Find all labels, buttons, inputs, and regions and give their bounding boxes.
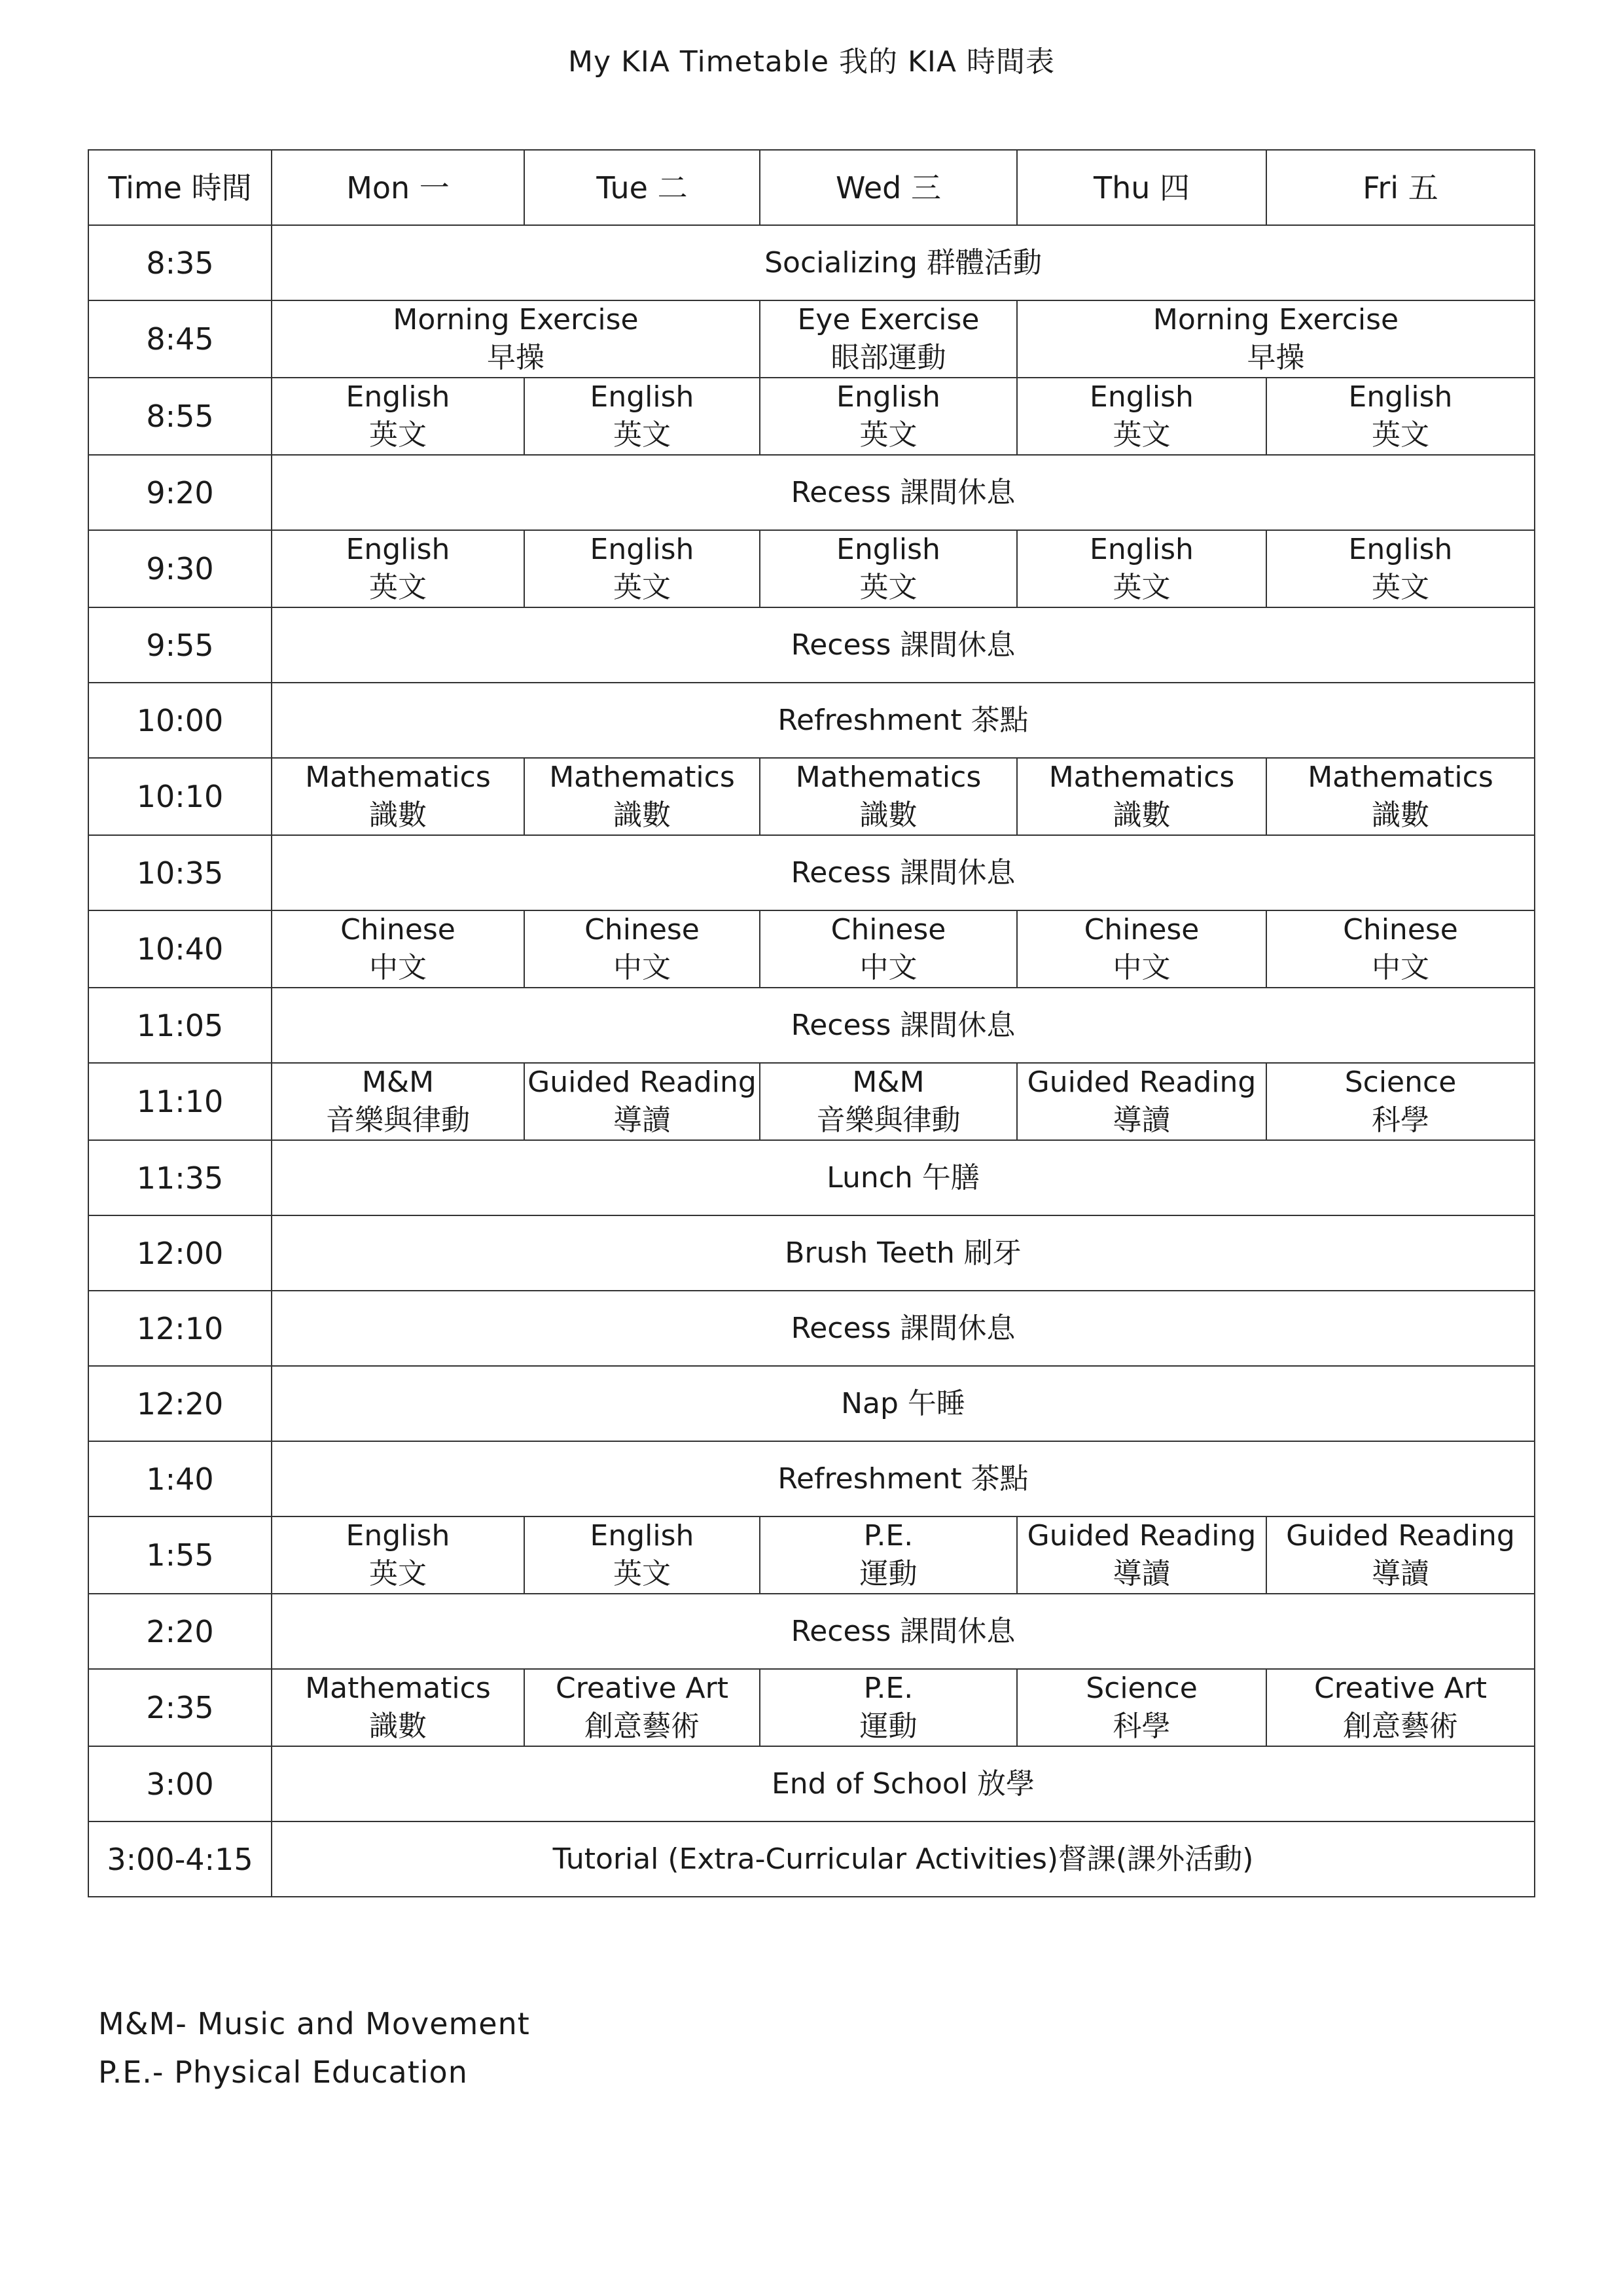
subject-en: Mathematics xyxy=(795,761,982,794)
subject-zh: 早操 xyxy=(487,341,544,374)
subject-zh: 運動 xyxy=(859,1557,918,1590)
subject-en: Creative Art xyxy=(1314,1672,1487,1705)
time-cell: 3:00-4:15 xyxy=(88,1821,272,1897)
subject-zh: 英文 xyxy=(1113,418,1171,452)
subject-en: Morning Exercise xyxy=(393,303,639,336)
subject-zh: 英文 xyxy=(1113,571,1171,604)
subject-zh: 科學 xyxy=(1372,1103,1429,1137)
subject-en: Guided Reading xyxy=(1027,1519,1257,1552)
time-cell: 11:10 xyxy=(88,1063,272,1140)
note-mm: M&M- Music and Movement xyxy=(98,2006,530,2041)
subject-cell xyxy=(1266,1063,1535,1140)
subject-en: P.E. xyxy=(863,1519,914,1552)
subject-cell xyxy=(272,1063,524,1140)
subject-zh: 導讀 xyxy=(1372,1557,1429,1590)
subject-cell xyxy=(760,758,1017,835)
subject-en: English xyxy=(836,380,940,414)
table-row xyxy=(88,988,1535,1063)
table-row xyxy=(88,455,1535,530)
subject-en: English xyxy=(346,533,450,566)
subject-cell xyxy=(1017,530,1266,607)
subject-cell xyxy=(1266,530,1535,607)
table-row xyxy=(88,1821,1535,1897)
time-cell: 8:45 xyxy=(88,300,272,378)
subject-en: English xyxy=(1348,533,1453,566)
table-row xyxy=(88,1215,1535,1291)
activity-cell: Brush Teeth 刷牙 xyxy=(272,1215,1535,1291)
header-tue: Tue 二 xyxy=(524,150,760,225)
subject-en: M&M xyxy=(852,1066,925,1099)
subject-en: Mathematics xyxy=(549,761,735,794)
subject-zh: 英文 xyxy=(369,418,427,452)
table-row xyxy=(88,300,1535,378)
time-cell: 10:40 xyxy=(88,910,272,988)
activity-cell: Lunch 午膳 xyxy=(272,1140,1535,1215)
subject-cell xyxy=(760,1063,1017,1140)
subject-zh: 英文 xyxy=(1372,571,1429,604)
time-cell: 12:20 xyxy=(88,1366,272,1441)
time-cell: 11:35 xyxy=(88,1140,272,1215)
subject-zh: 英文 xyxy=(613,571,671,604)
subject-cell xyxy=(272,378,524,455)
subject-cell xyxy=(1017,378,1266,455)
subject-zh: 識數 xyxy=(613,798,671,832)
time-cell: 10:00 xyxy=(88,683,272,758)
subject-zh: 運動 xyxy=(859,1710,918,1743)
subject-cell xyxy=(760,378,1017,455)
time-cell: 2:35 xyxy=(88,1669,272,1746)
subject-cell xyxy=(760,1669,1017,1746)
header-mon: Mon 一 xyxy=(272,150,524,225)
subject-cell xyxy=(524,1063,760,1140)
table-row xyxy=(88,378,1535,455)
table-row xyxy=(88,1291,1535,1366)
table-row xyxy=(88,530,1535,607)
subject-cell xyxy=(760,300,1017,378)
activity-cell: Recess 課間休息 xyxy=(272,988,1535,1063)
subject-cell xyxy=(524,758,760,835)
subject-zh: 創意藝術 xyxy=(1343,1710,1458,1743)
subject-cell xyxy=(1266,758,1535,835)
table-row xyxy=(88,1441,1535,1516)
subject-cell xyxy=(760,1516,1017,1594)
header-wed: Wed 三 xyxy=(760,150,1017,225)
activity-cell: Recess 課間休息 xyxy=(272,835,1535,910)
time-cell: 2:20 xyxy=(88,1594,272,1669)
subject-zh: 英文 xyxy=(859,571,918,604)
subject-en: Eye Exercise xyxy=(797,303,980,336)
abbreviation-notes xyxy=(98,2000,530,2096)
subject-en: Chinese xyxy=(830,913,946,946)
subject-zh: 眼部運動 xyxy=(830,341,946,374)
subject-en: English xyxy=(590,1519,694,1552)
subject-cell xyxy=(1017,1516,1266,1594)
note-pe: P.E.- Physical Education xyxy=(98,2054,468,2090)
time-cell: 10:35 xyxy=(88,835,272,910)
subject-zh: 英文 xyxy=(613,1557,671,1590)
subject-cell xyxy=(1266,1669,1535,1746)
subject-cell xyxy=(760,530,1017,607)
table-row xyxy=(88,1594,1535,1669)
subject-en: Guided Reading xyxy=(527,1066,757,1099)
subject-en: Chinese xyxy=(1343,913,1458,946)
subject-en: English xyxy=(1348,380,1453,414)
time-cell: 12:00 xyxy=(88,1215,272,1291)
subject-zh: 科學 xyxy=(1113,1710,1171,1743)
subject-en: Science xyxy=(1086,1672,1198,1705)
subject-zh: 識數 xyxy=(1113,798,1171,832)
activity-cell: Recess 課間休息 xyxy=(272,1594,1535,1669)
subject-cell xyxy=(1266,1516,1535,1594)
header-time: Time 時間 xyxy=(88,150,272,225)
subject-cell xyxy=(524,530,760,607)
subject-en: English xyxy=(346,380,450,414)
subject-zh: 英文 xyxy=(369,571,427,604)
subject-zh: 中文 xyxy=(859,951,918,984)
subject-en: English xyxy=(1090,380,1194,414)
time-cell: 9:30 xyxy=(88,530,272,607)
subject-zh: 識數 xyxy=(1372,798,1429,832)
activity-cell: Recess 課間休息 xyxy=(272,1291,1535,1366)
subject-cell xyxy=(272,758,524,835)
subject-zh: 識數 xyxy=(369,1710,427,1743)
subject-zh: 中文 xyxy=(369,951,427,984)
time-cell: 11:05 xyxy=(88,988,272,1063)
table-row xyxy=(88,607,1535,683)
table-row xyxy=(88,1063,1535,1140)
subject-cell xyxy=(1266,378,1535,455)
timetable xyxy=(88,149,1535,1897)
subject-en: Mathematics xyxy=(305,761,491,794)
table-row xyxy=(88,1746,1535,1821)
subject-cell xyxy=(524,1669,760,1746)
table-row xyxy=(88,225,1535,300)
subject-en: English xyxy=(1090,533,1194,566)
subject-cell xyxy=(272,530,524,607)
subject-en: English xyxy=(836,533,940,566)
activity-cell: Recess 課間休息 xyxy=(272,455,1535,530)
header-row xyxy=(88,150,1535,225)
subject-zh: 早操 xyxy=(1247,341,1305,374)
subject-cell xyxy=(1017,300,1535,378)
subject-cell xyxy=(272,1516,524,1594)
time-cell: 1:55 xyxy=(88,1516,272,1594)
page-title: My KIA Timetable 我的 KIA 時間表 xyxy=(568,45,1055,79)
subject-zh: 音樂與律動 xyxy=(816,1103,961,1137)
subject-en: M&M xyxy=(361,1066,435,1099)
subject-en: English xyxy=(590,533,694,566)
activity-cell: Tutorial (Extra-Curricular Activities)督課(課外活動) xyxy=(272,1821,1535,1897)
subject-en: English xyxy=(590,380,694,414)
table-row xyxy=(88,758,1535,835)
table-row xyxy=(88,835,1535,910)
subject-zh: 中文 xyxy=(1372,951,1429,984)
subject-en: Chinese xyxy=(340,913,455,946)
subject-cell xyxy=(1266,910,1535,988)
subject-cell xyxy=(524,378,760,455)
subject-en: Morning Exercise xyxy=(1152,303,1399,336)
subject-en: Mathematics xyxy=(305,1672,491,1705)
subject-cell xyxy=(1017,1669,1266,1746)
subject-zh: 中文 xyxy=(1113,951,1171,984)
subject-cell xyxy=(272,1669,524,1746)
subject-en: Chinese xyxy=(584,913,700,946)
subject-cell xyxy=(760,910,1017,988)
time-cell: 9:20 xyxy=(88,455,272,530)
time-cell: 10:10 xyxy=(88,758,272,835)
subject-zh: 音樂與律動 xyxy=(326,1103,470,1137)
subject-cell xyxy=(1017,1063,1266,1140)
activity-cell: Nap 午睡 xyxy=(272,1366,1535,1441)
time-cell: 1:40 xyxy=(88,1441,272,1516)
time-cell: 3:00 xyxy=(88,1746,272,1821)
subject-zh: 中文 xyxy=(613,951,671,984)
time-cell: 9:55 xyxy=(88,607,272,683)
activity-cell: Socializing 群體活動 xyxy=(272,225,1535,300)
activity-cell: End of School 放學 xyxy=(272,1746,1535,1821)
subject-zh: 英文 xyxy=(369,1557,427,1590)
header-fri: Fri 五 xyxy=(1266,150,1535,225)
subject-en: P.E. xyxy=(863,1672,914,1705)
table-row xyxy=(88,1366,1535,1441)
subject-zh: 英文 xyxy=(859,418,918,452)
activity-cell: Refreshment 茶點 xyxy=(272,683,1535,758)
subject-en: Mathematics xyxy=(1048,761,1235,794)
subject-en: English xyxy=(346,1519,450,1552)
time-cell: 8:55 xyxy=(88,378,272,455)
activity-cell: Recess 課間休息 xyxy=(272,607,1535,683)
table-row xyxy=(88,683,1535,758)
subject-zh: 創意藝術 xyxy=(584,1710,700,1743)
table-row xyxy=(88,1140,1535,1215)
subject-zh: 導讀 xyxy=(1113,1103,1171,1137)
activity-cell: Refreshment 茶點 xyxy=(272,1441,1535,1516)
subject-cell xyxy=(1017,758,1266,835)
subject-zh: 英文 xyxy=(613,418,671,452)
subject-en: Mathematics xyxy=(1308,761,1493,794)
header-thu: Thu 四 xyxy=(1017,150,1266,225)
time-cell: 8:35 xyxy=(88,225,272,300)
subject-en: Creative Art xyxy=(556,1672,728,1705)
subject-en: Chinese xyxy=(1084,913,1200,946)
table-row xyxy=(88,1669,1535,1746)
table-row xyxy=(88,910,1535,988)
subject-cell xyxy=(524,910,760,988)
subject-en: Science xyxy=(1344,1066,1457,1099)
subject-zh: 識數 xyxy=(859,798,918,832)
subject-en: Guided Reading xyxy=(1286,1519,1515,1552)
subject-cell xyxy=(272,910,524,988)
time-cell: 12:10 xyxy=(88,1291,272,1366)
subject-cell xyxy=(272,300,760,378)
subject-zh: 導讀 xyxy=(613,1103,671,1137)
subject-cell xyxy=(1017,910,1266,988)
subject-cell xyxy=(524,1516,760,1594)
subject-zh: 英文 xyxy=(1372,418,1429,452)
subject-en: Guided Reading xyxy=(1027,1066,1257,1099)
subject-zh: 導讀 xyxy=(1113,1557,1171,1590)
subject-zh: 識數 xyxy=(369,798,427,832)
table-row xyxy=(88,1516,1535,1594)
